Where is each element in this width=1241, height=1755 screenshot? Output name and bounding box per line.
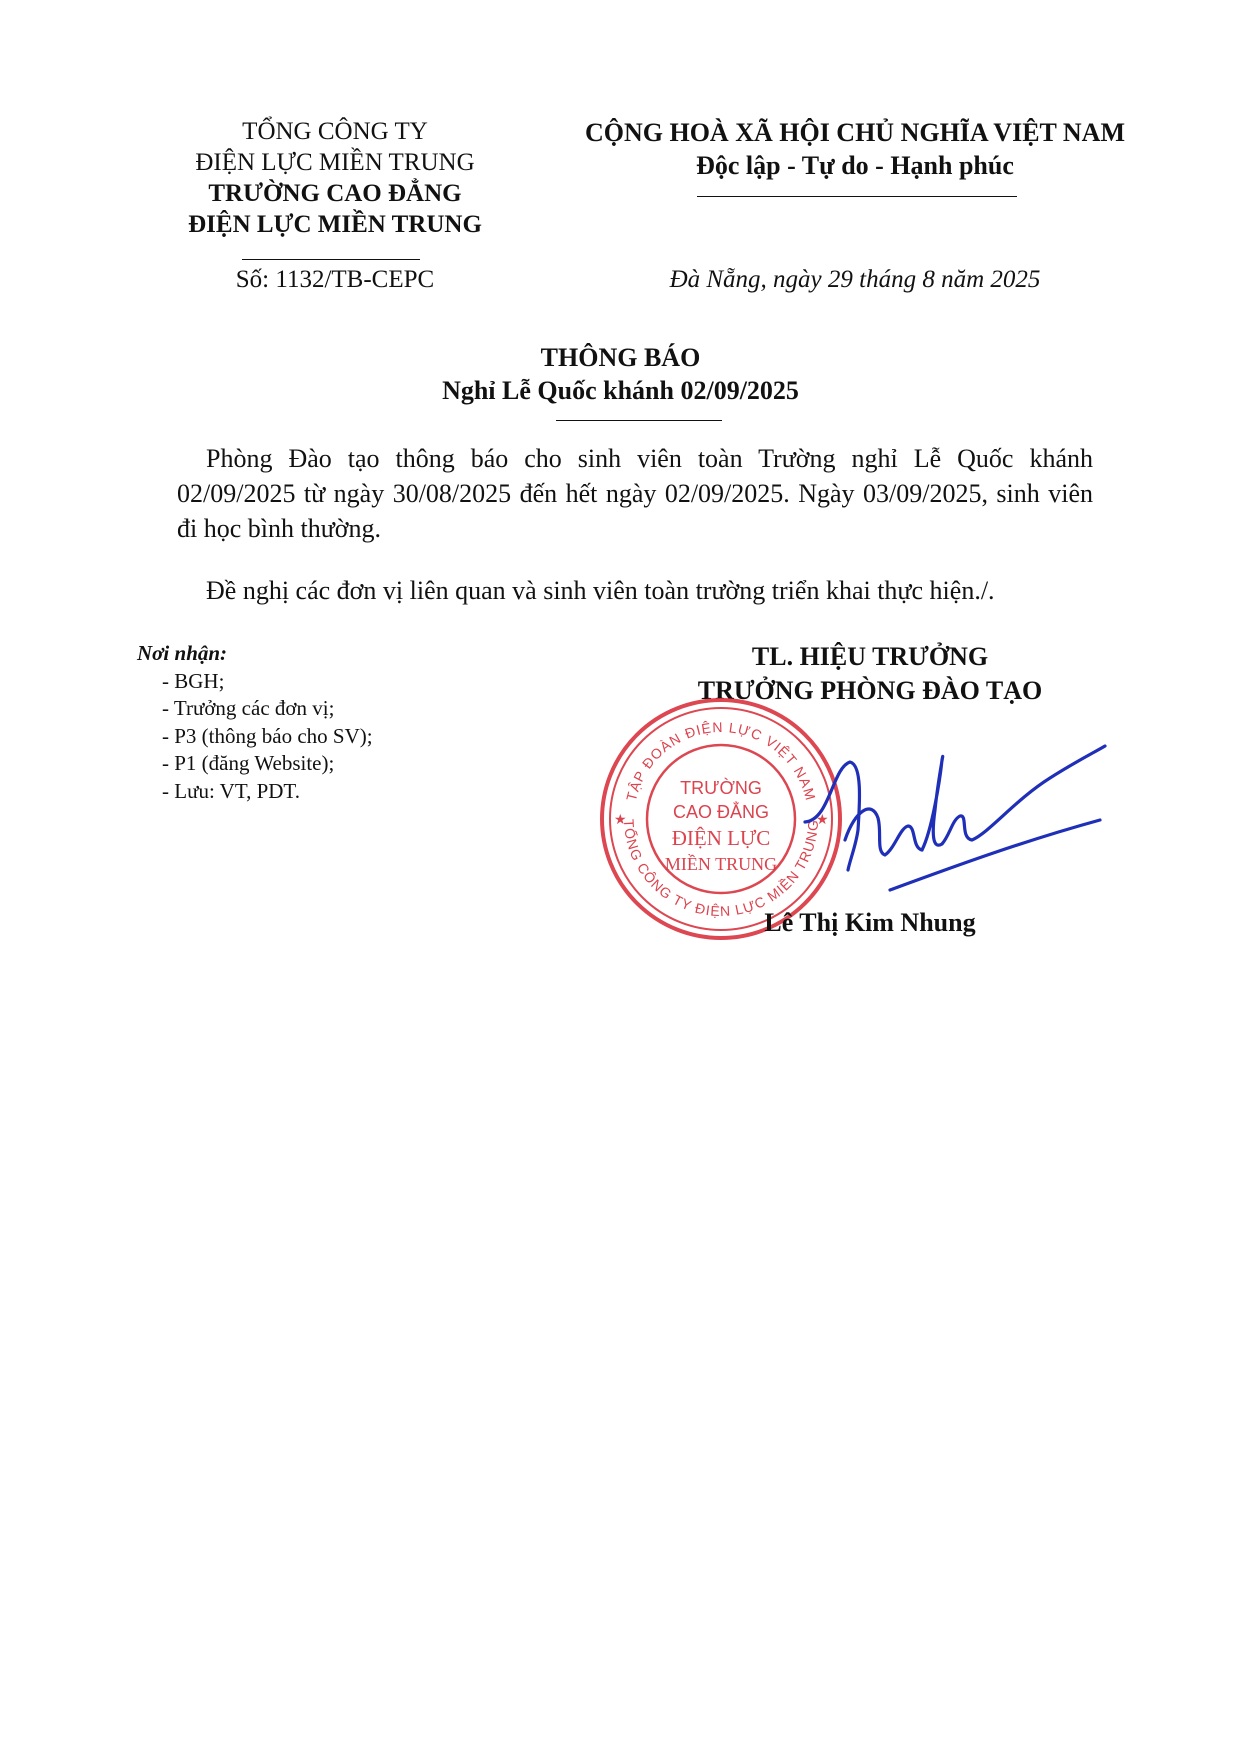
document-title — [0, 341, 1241, 407]
seal-star-right: ★ — [816, 811, 829, 827]
seal-center-line: TRƯỜNG — [680, 778, 762, 798]
seal-star-left: ★ — [614, 811, 627, 827]
seal-center-line: ĐIỆN LỰC — [671, 826, 771, 850]
seal-center-line: MIỀN TRUNG — [664, 854, 778, 874]
left-header-rule — [242, 259, 420, 260]
seal-center-line: CAO ĐẲNG — [672, 802, 770, 822]
issuing-agency — [135, 116, 535, 240]
recipient-item: - P1 (đăng Website); — [162, 751, 335, 775]
body-paragraph-2 — [177, 573, 1093, 608]
recipients-header: Nơi nhận: — [137, 641, 228, 665]
motto: Độc lập - Tự do - Hạnh phúc — [696, 151, 1014, 180]
recipients-list — [137, 640, 497, 805]
body-paragraph-2-text: Đề nghị các đơn vị liên quan và sinh viên toàn trường triển khai thực hiện./. — [206, 576, 995, 605]
signer-name: Lê Thị Kim Nhung — [764, 908, 976, 937]
national-motto — [560, 116, 1150, 182]
agency-parent: TỔNG CÔNG TY — [242, 118, 428, 145]
recipient-item: - Trưởng các đơn vị; — [162, 696, 335, 720]
agency-parent-2: ĐIỆN LỰC MIỀN TRUNG — [195, 149, 475, 176]
seal-outer-bottom-text: TỔNG CÔNG TY ĐIỆN LỰC MIỀN TRUNG — [620, 818, 822, 920]
nation-name: CỘNG HOÀ XÃ HỘI CHỦ NGHĨA VIỆT NAM — [584, 118, 1126, 147]
recipient-item: - Lưu: VT, PDT. — [162, 778, 300, 803]
title-sub: Nghỉ Lễ Quốc khánh 02/09/2025 — [442, 376, 799, 405]
agency-name: TRƯỜNG CAO ĐẲNG — [208, 180, 462, 207]
recipient-item: - BGH; — [162, 668, 225, 693]
body-paragraph-1 — [177, 441, 1093, 546]
place-date: Đà Nẵng, ngày 29 tháng 8 năm 2025 — [669, 266, 1041, 293]
recipient-item: - P3 (thông báo cho SV); — [162, 723, 373, 748]
handwritten-signature — [800, 720, 1120, 920]
body-paragraph-1-text: Phòng Đào tạo thông báo cho sinh viên toàn Trường nghỉ Lễ Quốc khánh 02/09/2025 từ ngày 30/08/2025 đến hết ngày 02/09/2025. Ngày 03/09/2025, sinh viên đi học bình thường. — [177, 444, 1093, 543]
right-header-rule — [697, 196, 1017, 197]
agency-name-2: ĐIỆN LỰC MIỀN TRUNG — [188, 211, 482, 238]
title-rule — [556, 420, 722, 421]
document-number: Số: 1132/TB-CEPC — [235, 266, 435, 293]
signing-authority: TL. HIỆU TRƯỞNG — [751, 642, 989, 671]
title-main: THÔNG BÁO — [540, 343, 701, 372]
signer-position: TRƯỞNG PHÒNG ĐÀO TẠO — [697, 676, 1043, 705]
seal-outer-top-text: TẬP ĐOÀN ĐIỆN LỰC VIỆT NAM — [622, 718, 820, 803]
